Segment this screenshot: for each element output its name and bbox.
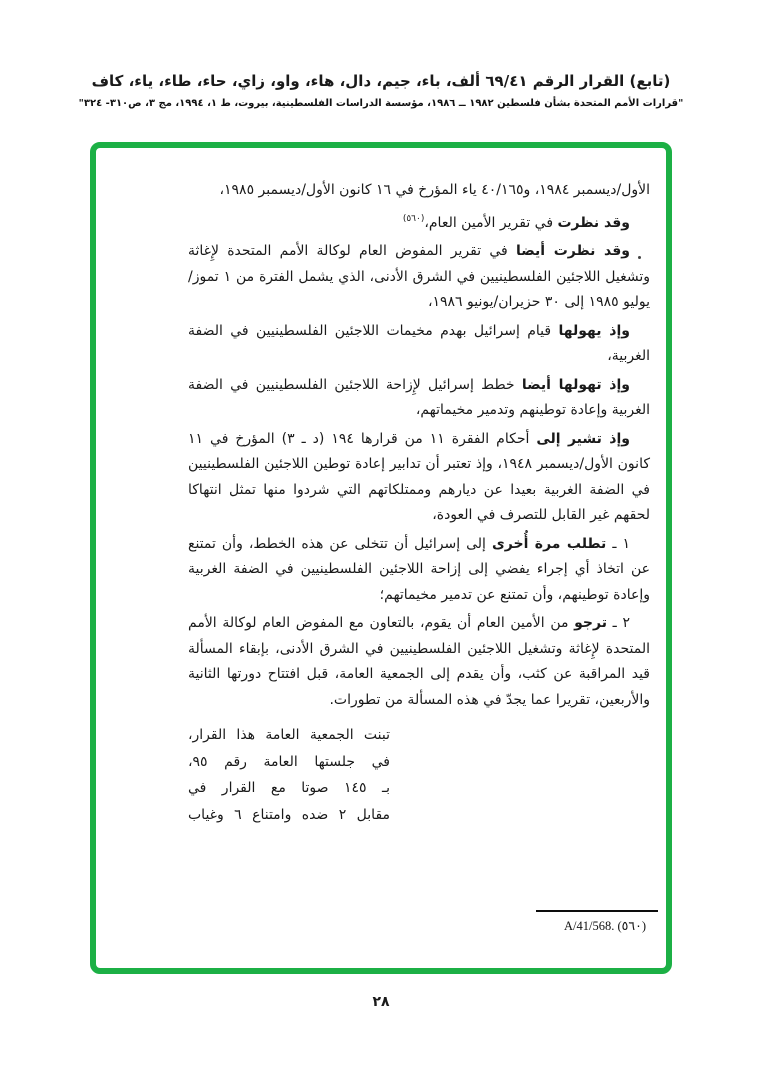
resolution-title: (تابع) القرار الرقم ٦٩/٤١ ألف، باء، جيم، دال، هاء، واو، زاي، حاء، طاء، ياء، كاف [91,72,671,90]
page-number: ٢٨ [372,994,390,1010]
item-number: ٢ ـ [607,615,630,631]
paragraph-text: أحكام الفقرة ١١ من قرارها ١٩٤ (د ـ ٣) المؤرخ في ١١ كانون الأول/ديسمبر ١٩٤٨، وإذ تعتبر أن تدابير إعادة توطين اللاجئين الفلسطينيين في الضفة الغربية بعيدا عن ديارهم وممتلكاتهم التي شردوا منها تمثل انتهاكا لحقهم غير القابل للتصرف في العودة، [188,430,650,523]
footnote-text: A/41/568. (٥٦٠) [564,919,646,933]
source-citation: "قرارات الأمم المتحدة بشأن فلسطين ١٩٨٢ ــ ١٩٨٦، مؤسسة الدراسات الفلسطينية، بيروت، ط ١، ١٩٩٤، مج ٣، ص٣١٠- ٣٢٤" [78,98,684,109]
paragraph-text: قيام إسرائيل بهدم مخيمات اللاجئين الفلسطينيين في الضفة الغربية، [188,322,650,364]
page-header [0,70,762,111]
resolution-body [96,148,666,968]
adoption-line: بـ ١٤٥ صوتا مع القرار في [188,780,390,796]
footnote-block [536,910,658,934]
paragraph-text: في تقرير الأمين العام، [424,214,558,231]
paragraph-lead: وإذ تهولها أيضا [521,376,630,393]
paragraph-text: الأول/ديسمبر ١٩٨٤، و٤٠/١٦٥ ياء المؤرخ في ١٦ كانون الأول/ديسمبر ١٩٨٥، [219,182,650,198]
paragraph-text: من الأمين العام أن يقوم، بالتعاون مع المفوض العام لوكالة الأمم المتحدة لإِغاثة وتشغيل اللاجئين الفلسطينيين في الشرق الأدنى، بإبقاء المسألة قيد المراقبة عن كثب، وأن يقدم إلى الجمعية العامة، قبل افتتاح دورتها الثانية والأربعين، تقريرا عما يجدّ في هذه المسألة من تطورات. [188,615,650,708]
resolution-frame [90,142,672,974]
adoption-line: في جلستها العامة رقم ٩٥، [188,753,390,770]
paragraph-lead: وقد نظرت [557,214,630,231]
paragraph-text: خطط إسرائيل لإِزاحة اللاجئين الفلسطينيين في الضفة الغربية وإعادة توطينهم وتدمير مخيماتهم، [188,376,650,418]
paragraph-lead: ترجو [574,615,607,631]
paragraph-lead: تطلب مرة أُخرى [491,535,607,552]
item-number: ١ ـ [606,535,630,552]
adoption-line: مقابل ٢ ضده وامتناع ٦ وغياب [188,806,391,823]
paragraph-preamble [188,427,650,529]
paragraph-continuation [188,178,650,204]
paragraph-preamble [188,373,650,424]
paragraph-preamble [188,319,650,370]
paragraph-text: إلى إسرائيل أن تتخلى عن هذه الخطط، وأن تمتنع عن اتخاذ أي إجراء يفضي إلى إزاحة اللاجئين الفلسطينيين في الضفة الغربية وإعادة توطينهم، وأن تمتنع عن تدمير مخيماتهم؛ [188,535,650,603]
footnote-separator [536,910,658,912]
print-artifact-dot [638,256,641,259]
paragraph-operative-2 [188,611,650,713]
adoption-line: تبنت الجمعية العامة هذا القرار، [188,727,390,743]
paragraph-lead: وإذ يهولها [558,322,630,339]
footnote-marker: (٥٦٠) [402,213,425,224]
paragraph-lead: وقد نظرت أيضا [515,243,631,259]
paragraph-text: في تقرير المفوض العام لوكالة الأمم المتحدة لإِغاثة وتشغيل اللاجئين الفلسطينيين في الشرق الأدنى، الذي يشمل الفترة من ١ تموز/يوليو ١٩٨٥ إلى ٣٠ حزيران/يونيو ١٩٨٦، [188,243,650,310]
paragraph-preamble [188,239,650,316]
paragraph-operative-1 [188,532,650,609]
paragraph-lead: وإذ تشير إلى [536,430,630,447]
paragraph-preamble [188,207,650,237]
adoption-note [188,722,390,828]
